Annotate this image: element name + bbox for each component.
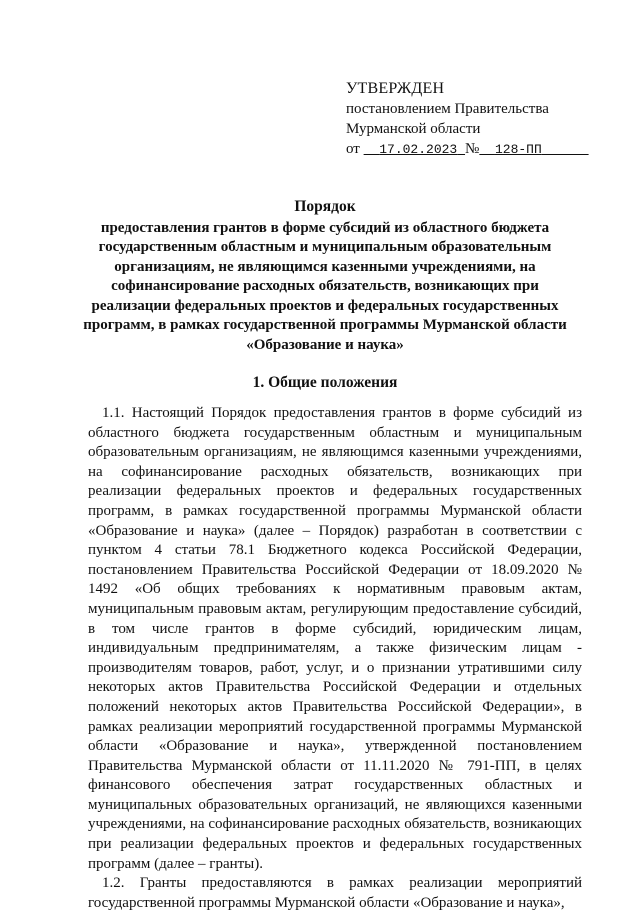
- document-title: [70, 197, 580, 355]
- approval-date-prefix: от: [346, 141, 360, 157]
- approval-title: УТВЕРЖДЕН: [346, 80, 445, 97]
- document-heading: Порядок: [294, 198, 356, 215]
- approval-stamp: [346, 79, 589, 160]
- approval-number-sign: №: [465, 141, 480, 157]
- title-line: государственным областным и муниципальным образовательным: [98, 239, 552, 255]
- title-line: реализации федеральных проектов и федеральных государственных: [91, 297, 559, 314]
- approval-date: 17.02.2023: [379, 142, 458, 157]
- approval-line-2: Мурманской области: [346, 121, 481, 137]
- title-line: «Образование и наука»: [246, 336, 404, 353]
- document-body: [88, 404, 582, 913]
- paragraph-1-2: 1.2. Гранты предоставляются в рамках реализации мероприятий государственной программы Мурманской области «Образование и наука»,: [88, 875, 582, 911]
- approval-number: 128-ПП: [494, 142, 542, 157]
- title-line: предоставления грантов в форме субсидий из областного бюджета: [100, 219, 550, 236]
- title-line: софинансирование расходных обязательств, возникающих при: [111, 278, 539, 294]
- section-heading: 1. Общие положения: [252, 374, 398, 391]
- title-line: программ, в рамках государственной программы Мурманской области: [83, 317, 567, 333]
- title-line: организациям, не являющимся казенными учреждениями, на: [114, 258, 536, 275]
- approval-date-line: [346, 139, 589, 160]
- paragraph-1-1: 1.1. Настоящий Порядок предоставления грантов в форме субсидий из областного бюджета государственным областным и муниципальным образовательным организациям, не являющимся казенными учреждениями, на софинансирование расходных обязательств, возникающих при реализации федеральных проектов и федеральных государственных программ, в рамках государственной программы Мурманской области «Образование и наука» (далее – Порядок) разработан в соответствии с пунктом 4 статьи 78.1 Бюджетного кодекса Российской Федерации, постановлением Правительства Российской Федерации от 18.09.2020 № 1492 «Об общих требованиях к нормативным правовым актам, муниципальным правовым актам, регулирующим предоставление субсидий, в том числе грантов в форме субсидий, юридическим лицам, индивидуальным предпринимателям, а также физическим лицам - производителям товаров, работ, услуг, и о признании утратившими силу некоторых актов Правительства Российской Федерации и отдельных положений некоторых актов Правительства Российской Федерации», в рамках реализации мероприятий государственной программы Мурманской области «Образование и наука», утвержденной постановлением Правительства Мурманской области от 11.11.2020 № 791-ПП, в целях финансового обеспечения затрат государственных областных и муниципальных образовательных организаций, не являющихся казенными учреждениями, на софинансирование расходных обязательств, возникающих при реализации федеральных проектов и федеральных государственных программ (далее – гранты).: [88, 405, 582, 872]
- approval-line-1: постановлением Правительства: [346, 101, 549, 117]
